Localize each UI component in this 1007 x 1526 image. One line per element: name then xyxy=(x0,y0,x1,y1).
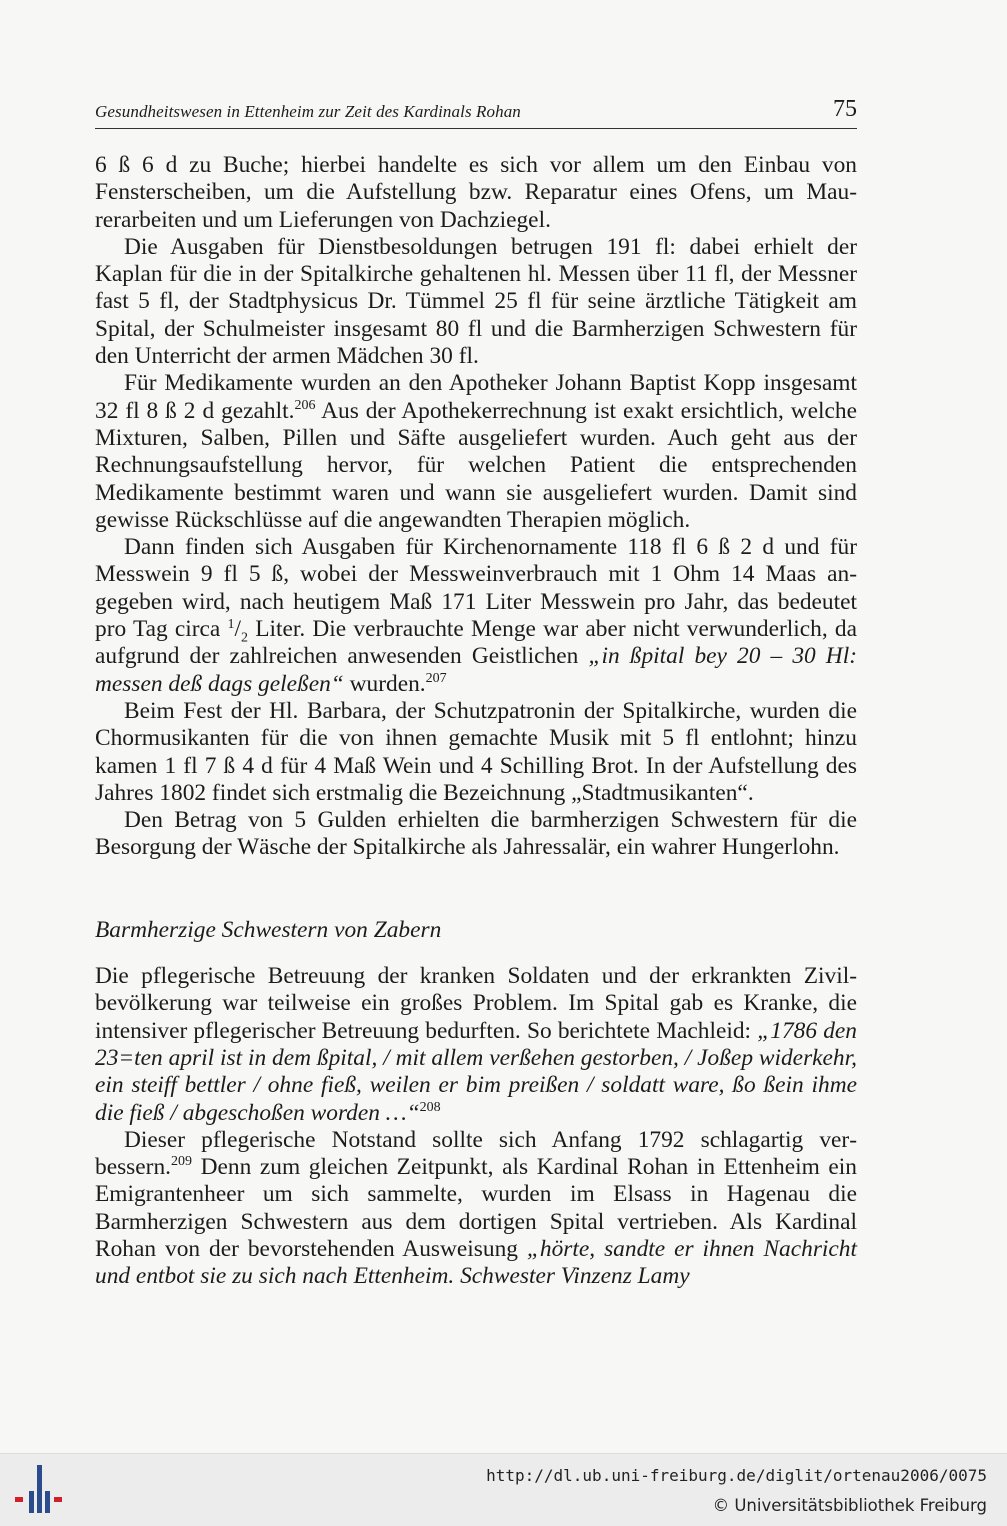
paragraph-4: Dann finden sich Ausgaben für Kirchenornamente 118 fl 6 ß 2 d und für Messwein 9 fl 5 ß, wobei der Messweinverbrauch mit 1 Ohm 14 Maas angegeben wird, nach heutigem Maß 171 Liter Messwein pro Jahr, das bedeutet pro Tag circa $^1/_2$ Liter. Die verbrauchte Menge war aber nicht verwunderlich, da aufgrund der zahlreichen anwesenden Geistlichen „in ßpital bey 20 – 30 Hl: messen deß dags geleßen“ wurden.$^{207}$ xyxy=(95,534,857,697)
section-heading: Barmherzige Schwestern von Zabern xyxy=(95,916,442,943)
footnote-ref: 209 xyxy=(171,1154,192,1170)
paragraph-6: Den Betrag von 5 Gulden erhielten die barmherzigen Schwestern für die Besorgung der Wäsche der Spitalkirche als Jahressalär, ein wahrer Hungerlohn. xyxy=(95,807,857,861)
body-text xyxy=(95,152,857,1291)
copyright-notice: © Universitätsbibliothek Freiburg xyxy=(712,1496,987,1515)
paragraph-3: Für Medikamente wurden an den Apotheker Johann Baptist Kopp insgesamt 32 fl 8 ß 2 d gezahlt.$^{206}$ Aus der Apothekerrechnung ist exakt ersichtlich, welche Mixturen, Salben, Pillen und Säfte ausgeliefert wurden. Auch geht aus der Rechnungsaufstellung hervor, für welchen Patient die entsprechenden Medikamente bestimmt waren und wann sie ausgeliefert wurden. Damit sind gewisse Rückschlüsse auf die angewandten Therapien möglich. xyxy=(95,370,858,533)
paragraph-1: 6 ß 6 d zu Buche; hierbei handelte es sich vor allem um den Einbau von Fensterscheiben, um die Aufstellung bzw. Reparatur eines Ofens, um Maurerarbeiten und um Lieferungen von Dachziegel. xyxy=(95,152,857,233)
quote-italic: „1786 den 23=ten april ist in dem ßpital, / mit allem verßehen gestorben, / Joßep widerkehr, ein steiff bettler / ohne fieß, weilen er bim preißen / soldatt ware, ßo ßein ihme die fieß / abgeschoßen worden …“ xyxy=(95,1017,857,1126)
paragraph-7: Die pflegerische Betreuung der kranken Soldaten und der erkrankten Zivilbevölkerung war teilweise ein großes Problem. Im Spital gab es Kranke, die intensiver pflegerischer Betreuung bedurften. So berichtete Machleid: „1786 den 23=ten april ist in dem ßpital, / mit allem verßehen gestorben, / Joßep widerkehr, ein steiff bettler / ohne fieß, weilen er bim preißen / soldatt ware, ßo ßein ihme die fieß / abgeschoßen worden …“$^{208}$ xyxy=(95,963,857,1126)
ub-freiburg-logo-icon[interactable] xyxy=(14,1463,64,1515)
document-url-link[interactable]: http://dl.ub.uni-freiburg.de/diglit/ortenau2006/0075 xyxy=(486,1466,987,1485)
page-number: 75 xyxy=(833,96,857,122)
footer-bar xyxy=(0,1453,1007,1526)
quote-italic: „hörte, sandte er ihnen Nachricht und entbot sie zu sich nach Ettenheim. Schwester Vinzenz Lamy xyxy=(95,1235,857,1290)
paragraph-5: Beim Fest der Hl. Barbara, der Schutzpatronin der Spitalkirche, wurden die Chormusikanten für die von ihnen gemachte Musik mit 5 fl entlohnt; hinzu kamen 1 fl 7 ß 4 d für 4 Maß Wein und 4 Schilling Brot. In der Aufstellung des Jahres 1802 findet sich erstmalig die Bezeichnung „Stadtmusikanten“. xyxy=(95,697,857,806)
footnote-ref: 208 xyxy=(419,1099,441,1115)
footnote-ref: 207 xyxy=(425,670,447,686)
quote-italic: „in ßpital bey 20 – 30 Hl: messen deß dags geleßen“ xyxy=(95,643,857,697)
footnote-ref: 206 xyxy=(294,397,316,413)
running-title: Gesundheitswesen in Ettenheim zur Zeit des Kardinals Rohan xyxy=(95,102,521,121)
paragraph-2: Die Ausgaben für Dienstbesoldungen betrugen 191 fl: dabei erhielt der Kaplan für die in der Spitalkirche gehaltenen hl. Messen über 11 fl, der Messner fast 5 fl, der Stadtphysicus Dr. Tümmel 25 fl für seine ärztliche Tätigkeit am Spital, der Schulmeister insgesamt 80 fl und die Barmherzigen Schwestern für den Unterricht der armen Mädchen 30 fl. xyxy=(95,233,857,370)
fraction-half: $^1/_2$ xyxy=(227,616,249,646)
paragraph-8: Dieser pflegerische Notstand sollte sich Anfang 1792 schlagartig verbessern.$^{209}$ Denn zum gleichen Zeitpunkt, als Kardinal Rohan in Ettenheim ein Emigrantenheer um sich sammelte, wurden im Elsass in Hagenau die Barmherzigen Schwestern aus dem dortigen Spital vertrieben. Als Kardinal Rohan von der bevorstehenden Ausweisung „hörte, sandte er ihnen Nachricht und entbot sie zu sich nach Ettenheim. Schwester Vinzenz Lamy xyxy=(95,1126,857,1290)
running-head xyxy=(95,96,857,129)
